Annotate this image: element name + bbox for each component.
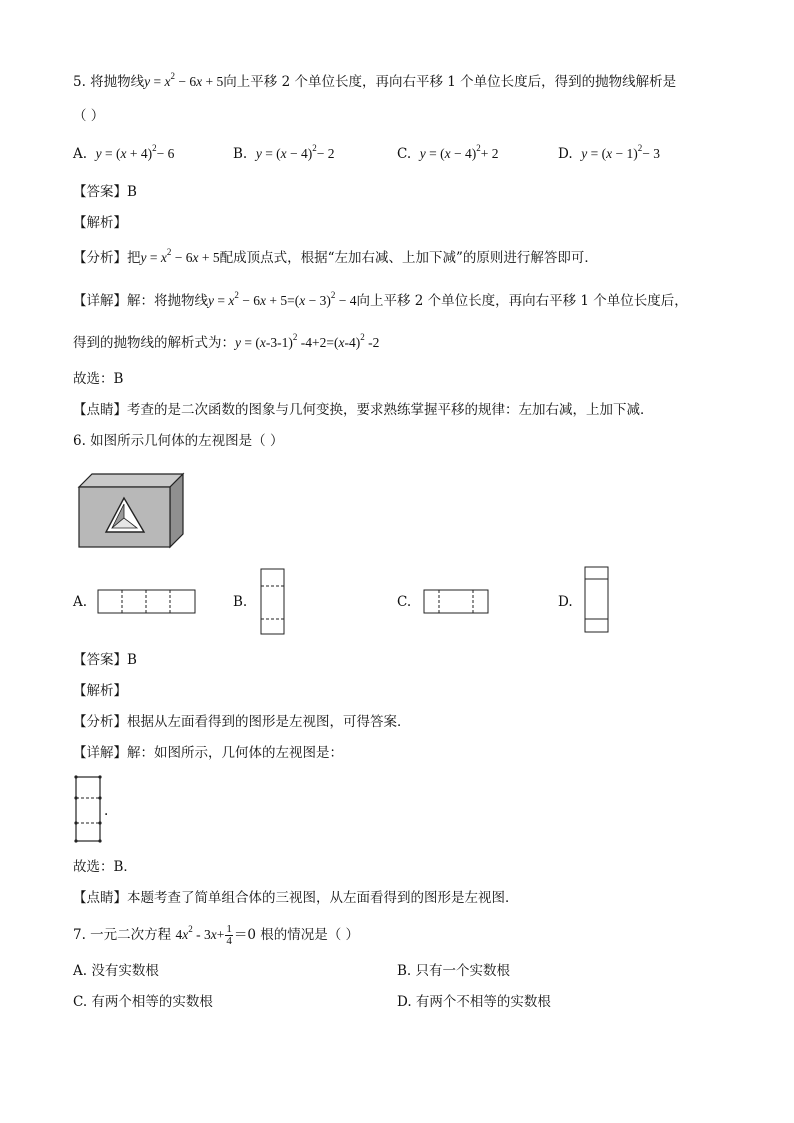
left-view-dot [74, 839, 77, 842]
left-view-dot [74, 775, 77, 778]
q5-jiexi-heading: 【解析】 [73, 215, 127, 231]
q6-detail: 【详解】解：如图所示，几何体的左视图是： [73, 745, 343, 761]
solid-figure [78, 472, 188, 552]
q6-choice: 故选：B． [73, 859, 137, 875]
q7-stem: 7. 一元二次方程 $4x^2 - 3x+$ $\frac{1}{4}$ ＝0 根的情况是（ ） [73, 923, 360, 947]
q5-option-b: B. $y = (x - 4)^2- 2$ [233, 143, 335, 162]
q7-option-d: D. 有两个不相等的实数根 [397, 994, 551, 1010]
q5-detail-line2: 得到的抛物线的解析式为：$y = (x-3-1)^2$ $-4+2=(x-4)^2$ -2 [73, 332, 380, 351]
solid-top-face [79, 474, 183, 487]
q6-detail-period: . [104, 803, 109, 819]
q5-option-a: A. $y = (x + 4)^2- 6$ [73, 143, 175, 162]
q6-option-a-figure [97, 589, 197, 615]
q6-option-d-label: D. [558, 594, 573, 610]
q7-option-b: B. 只有一个实数根 [397, 963, 511, 979]
left-view-dot [98, 839, 101, 842]
option-c-outline [424, 590, 488, 613]
q6-option-b-label: B. [233, 594, 248, 610]
q6-comment: 【点睛】本题考查了简单组合体的三视图，从左面看得到的图形是左视图． [73, 890, 519, 906]
q5-option-c: C. $y = (x - 4)^2+ 2$ [397, 143, 499, 162]
q5-choice: 故选：B [73, 371, 124, 387]
left-view-dot [74, 821, 77, 824]
q6-option-c-label: C. [397, 594, 412, 610]
q5-stem: 5. 将抛物线$y = x^2 - 6x + 5$向上平移 2 个单位长度，再向右平移 1 个单位长度后，得到的抛物线解析是 [73, 71, 677, 90]
q6-option-c-figure [423, 589, 491, 615]
solid-side-face [170, 474, 183, 547]
left-view-dot [98, 796, 101, 799]
q5-option-d: D. $y = (x - 1)^2- 3$ [558, 143, 660, 162]
q7-option-c: C. 有两个相等的实数根 [73, 994, 213, 1010]
q6-answer: 【答案】B [73, 652, 137, 668]
q5-paren: （ ） [73, 108, 105, 124]
q6-analysis: 【分析】根据从左面看得到的图形是左视图，可得答案． [73, 714, 411, 730]
left-view-dot [98, 775, 101, 778]
q5-analysis: 【分析】把$y = x^2 - 6x + 5$配成顶点式，根据“左加右减、上加下减”的原则进行解答即可． [73, 247, 598, 266]
option-d-outline [585, 567, 608, 632]
q6-option-d-figure [584, 566, 610, 634]
left-view-outline [76, 777, 100, 841]
option-b-outline [261, 569, 284, 634]
q6-option-b-figure [260, 568, 286, 636]
left-view-dot [98, 821, 101, 824]
q5-comment: 【点睛】考查的是二次函数的图象与几何变换，要求熟练掌握平移的规律：左加右减，上加下减． [73, 402, 654, 418]
q6-jiexi-heading: 【解析】 [73, 683, 127, 699]
q7-option-a: A. 没有实数根 [73, 963, 159, 979]
one-quarter-fraction: $\frac{1}{4}$ [226, 923, 232, 947]
left-view-dot [74, 796, 77, 799]
q6-left-view-figure [73, 774, 105, 844]
q6-stem: 6. 如图所示几何体的左视图是（ ） [73, 433, 284, 449]
q6-option-a-label: A. [73, 594, 88, 610]
q5-answer: 【答案】B [73, 184, 137, 200]
q5-detail-line1: 【详解】解：将抛物线$y = x^2 - 6x + 5=(x - 3)^2 - 4$向上平移 2 个单位长度，再向右平移 1 个单位长度后， [73, 290, 688, 309]
